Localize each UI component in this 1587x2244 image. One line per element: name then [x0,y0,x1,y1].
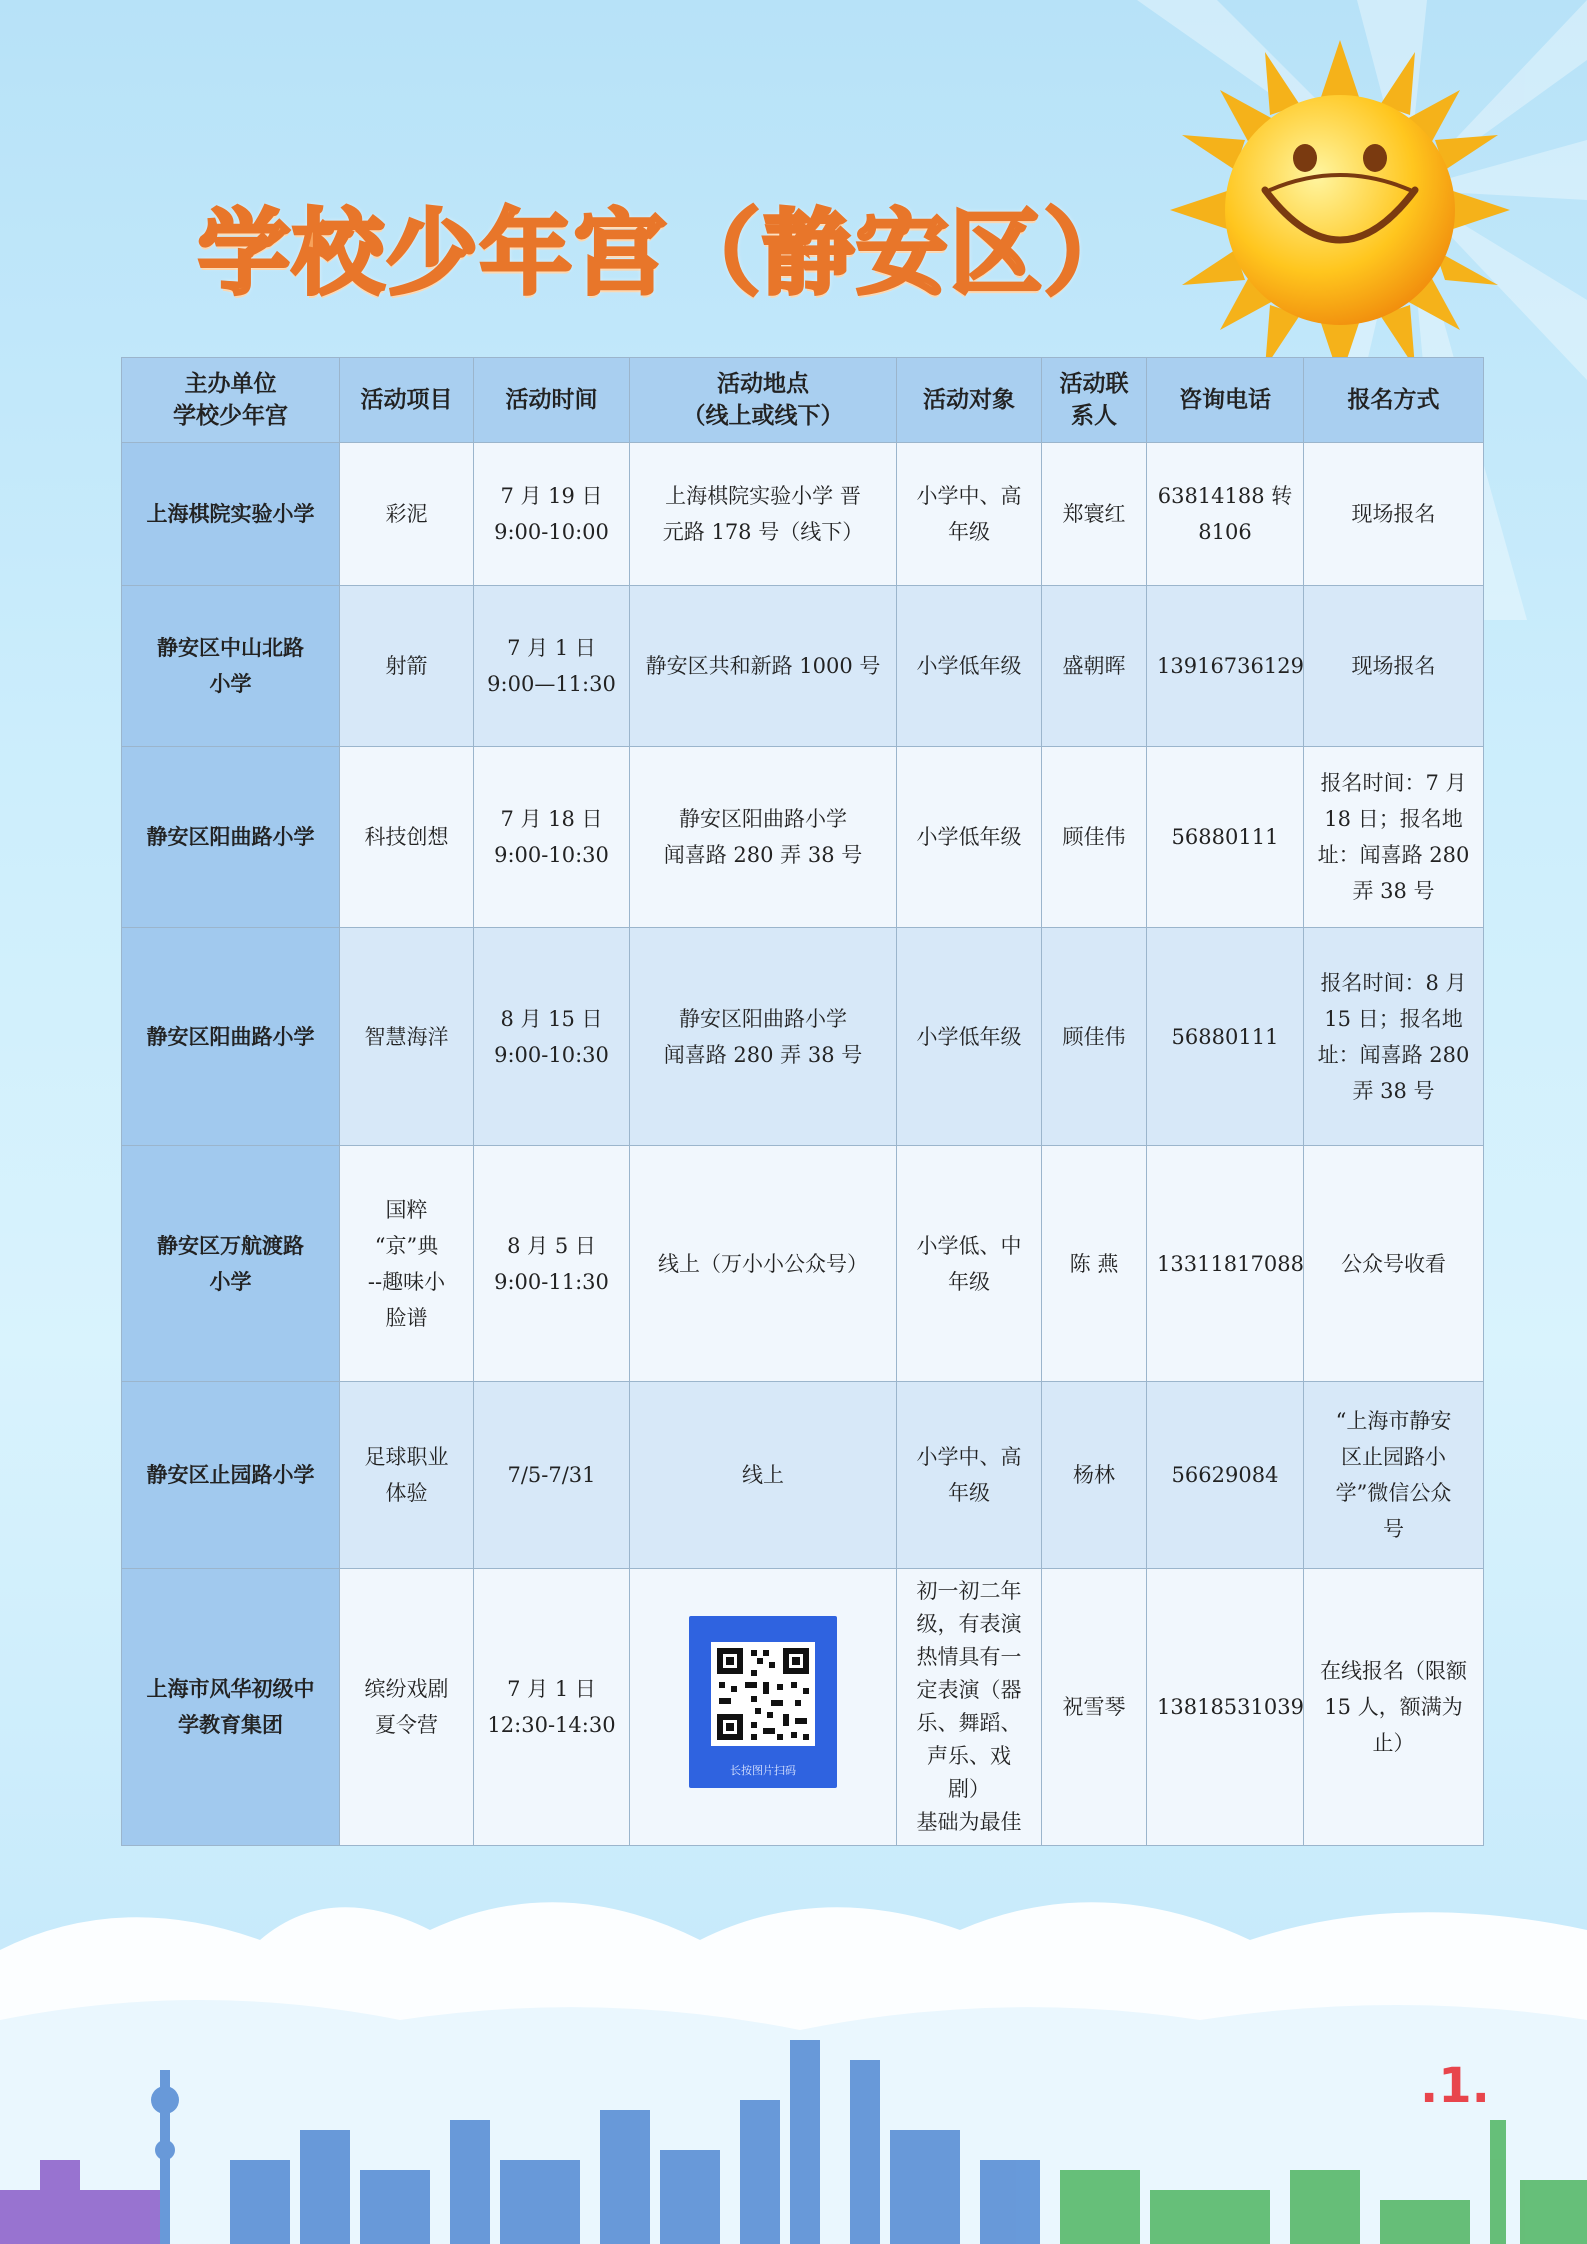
header-phone: 咨询电话 [1147,358,1304,443]
header-org: 主办单位 学校少年宫 [122,358,340,443]
cell-target: 小学低年级 [897,586,1042,747]
cell-contact: 顾佳伟 [1042,928,1147,1146]
cell-project: 国粹 “京”典 --趣味小 脸谱 [340,1146,474,1382]
table-row [122,443,1484,586]
table-row [122,1569,1484,1846]
smiling-sun-icon [1170,40,1510,380]
cell-signup: 在线报名（限额 15 人，额满为 止） [1304,1569,1484,1846]
cell-target: 小学中、高 年级 [897,443,1042,586]
table-row [122,747,1484,928]
cell-contact: 郑寰红 [1042,443,1147,586]
cell-time: 7 月 19 日 9:00-10:00 [474,443,630,586]
table-header-row [122,358,1484,443]
header-time: 活动时间 [474,358,630,443]
cell-project: 科技创想 [340,747,474,928]
cell-project: 智慧海洋 [340,928,474,1146]
cell-signup: 现场报名 [1304,586,1484,747]
cell-time: 7 月 1 日 9:00—11:30 [474,586,630,747]
table-row [122,1146,1484,1382]
header-signup: 报名方式 [1304,358,1484,443]
cell-org: 静安区阳曲路小学 [122,747,340,928]
cell-project: 足球职业 体验 [340,1382,474,1569]
cell-phone: 13311817088 [1147,1146,1304,1382]
cell-signup: 报名时间：7 月 18 日；报名地 址：闻喜路 280 弄 38 号 [1304,747,1484,928]
cell-time: 7 月 1 日 12:30-14:30 [474,1569,630,1846]
poster-title: 学校少年宫（静安区） [198,200,1139,307]
cell-signup: “上海市静安 区止园路小 学”微信公众 号 [1304,1382,1484,1569]
cell-org: 静安区止园路小学 [122,1382,340,1569]
cell-target: 小学低年级 [897,928,1042,1146]
qr-code-icon [711,1642,815,1746]
cell-phone: 56629084 [1147,1382,1304,1569]
cell-time: 8 月 5 日 9:00-11:30 [474,1146,630,1382]
cell-contact: 祝雪琴 [1042,1569,1147,1846]
header-target: 活动对象 [897,358,1042,443]
cell-project: 彩泥 [340,443,474,586]
cell-org: 静安区中山北路 小学 [122,586,340,747]
cell-location: 静安区阳曲路小学 闻喜路 280 弄 38 号 [630,747,897,928]
cell-target: 小学低、中 年级 [897,1146,1042,1382]
cell-signup: 公众号收看 [1304,1146,1484,1382]
cell-target: 小学中、高 年级 [897,1382,1042,1569]
clouds-skyline-decoration [0,1870,1587,2244]
header-contact: 活动联 系人 [1042,358,1147,443]
qr-code-image[interactable] [689,1616,837,1788]
cell-location: 线上（万小小公众号） [630,1146,897,1382]
table-row [122,586,1484,747]
qr-caption: 长按图片扫码 [730,1763,796,1777]
cell-time: 7 月 18 日 9:00-10:30 [474,747,630,928]
cell-org: 上海棋院实验小学 [122,443,340,586]
cell-contact: 盛朝晖 [1042,586,1147,747]
cell-time: 8 月 15 日 9:00-10:30 [474,928,630,1146]
cell-phone: 13818531039 [1147,1569,1304,1846]
cell-org: 静安区万航渡路 小学 [122,1146,340,1382]
header-project: 活动项目 [340,358,474,443]
header-location: 活动地点 （线上或线下） [630,358,897,443]
table-row [122,1382,1484,1569]
cell-location [630,1569,897,1846]
cell-location: 静安区共和新路 1000 号 [630,586,897,747]
cell-time: 7/5-7/31 [474,1382,630,1569]
cell-location: 上海棋院实验小学 晋 元路 178 号（线下） [630,443,897,586]
cell-phone: 56880111 [1147,928,1304,1146]
table-row [122,928,1484,1146]
cell-contact: 陈 燕 [1042,1146,1147,1382]
cell-phone: 63814188 转 8106 [1147,443,1304,586]
cell-target: 小学低年级 [897,747,1042,928]
cell-signup: 报名时间：8 月 15 日；报名地 址：闻喜路 280 弄 38 号 [1304,928,1484,1146]
cell-project: 射箭 [340,586,474,747]
cell-target: 初一初二年 级，有表演 热情具有一 定表演（器 乐、舞蹈、 声乐、戏剧） 基础为最佳 [897,1569,1042,1846]
cell-org: 静安区阳曲路小学 [122,928,340,1146]
cell-location: 线上 [630,1382,897,1569]
cell-contact: 杨林 [1042,1382,1147,1569]
cell-signup: 现场报名 [1304,443,1484,586]
cell-org: 上海市风华初级中 学教育集团 [122,1569,340,1846]
activity-table [121,357,1484,1846]
cell-phone: 56880111 [1147,747,1304,928]
cell-phone: 13916736129 [1147,586,1304,747]
cell-contact: 顾佳伟 [1042,747,1147,928]
page-number: .1. [1420,2058,1490,2114]
cell-location: 静安区阳曲路小学 闻喜路 280 弄 38 号 [630,928,897,1146]
cell-project: 缤纷戏剧 夏令营 [340,1569,474,1846]
